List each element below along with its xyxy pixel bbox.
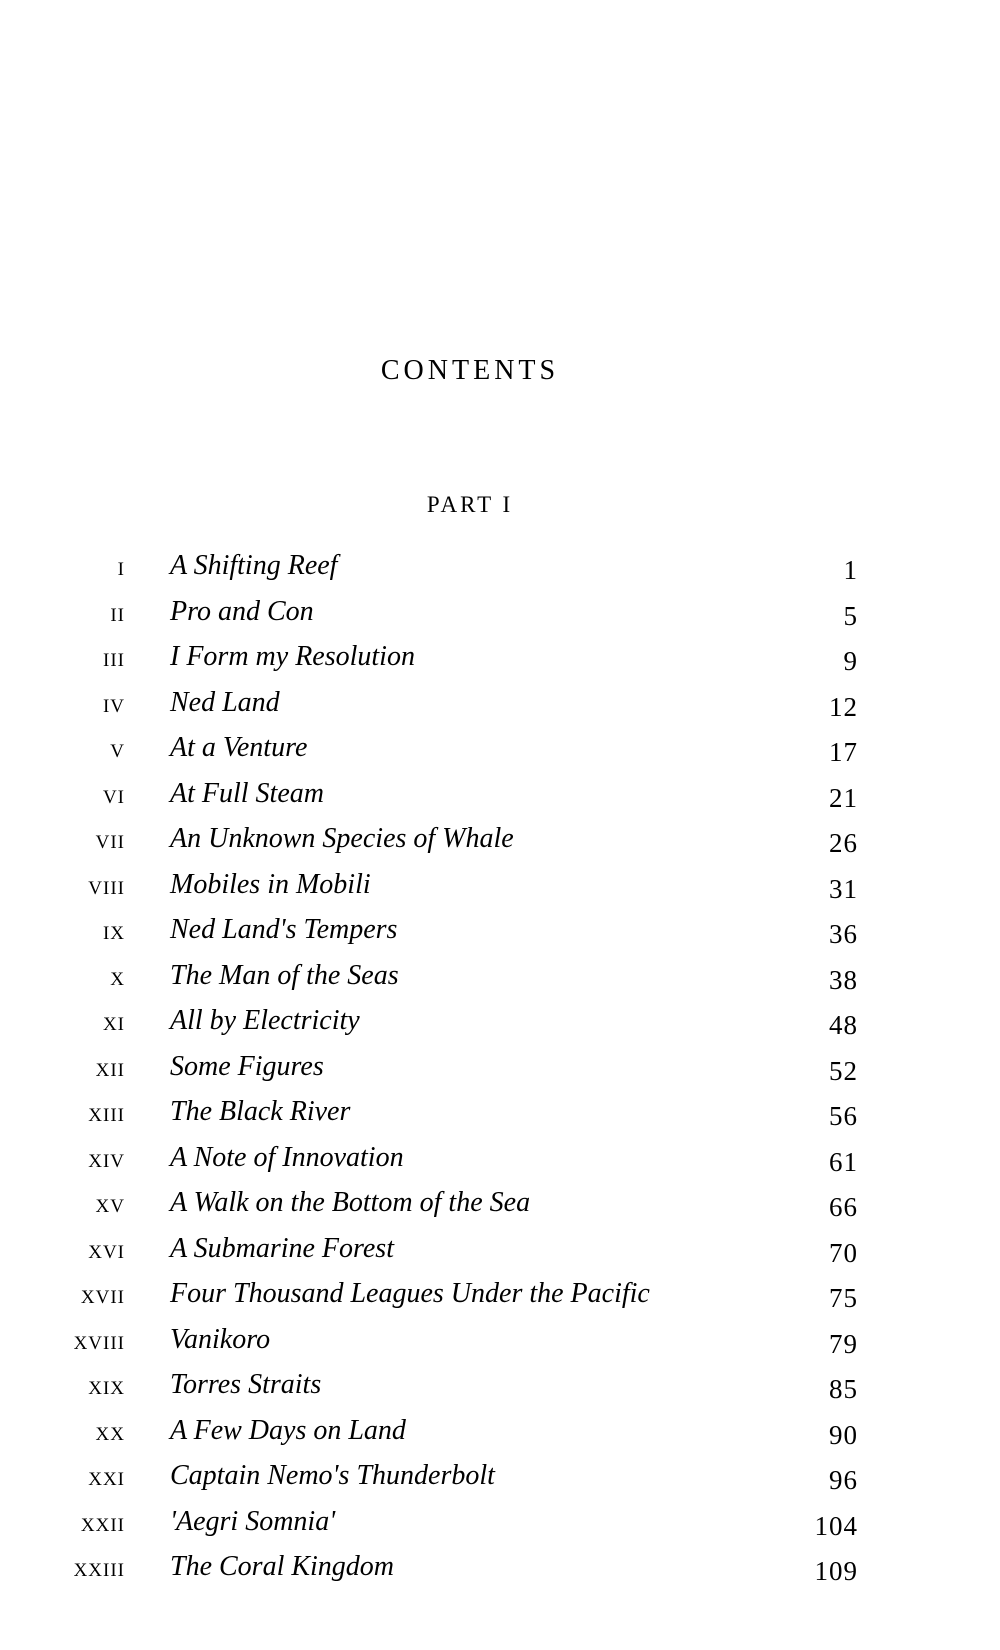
chapter-title: Four Thousand Leagues Under the Pacific: [170, 1278, 650, 1309]
page-number: 85: [829, 1374, 858, 1404]
chapter-title: The Coral Kingdom: [170, 1551, 395, 1582]
toc-entry: [0, 915, 1000, 961]
chapter-title: Captain Nemo's Thunderbolt: [170, 1460, 495, 1491]
chapter-title: Mobiles in Mobili: [170, 868, 371, 900]
toc-entry: [0, 551, 1000, 597]
page-number: 66: [829, 1192, 858, 1222]
chapter-title: At Full Steam: [170, 777, 324, 809]
chapter-title: At a Venture: [170, 732, 308, 763]
chapter-numeral: III: [103, 650, 125, 671]
chapter-numeral: XVIII: [73, 1332, 125, 1354]
chapter-title: Ned Land: [170, 686, 280, 718]
page-number: 38: [829, 964, 858, 995]
page-number: 90: [829, 1419, 858, 1450]
chapter-numeral: XVII: [80, 1287, 125, 1308]
chapter-numeral: II: [110, 604, 125, 626]
page-number: 26: [829, 828, 858, 858]
chapter-numeral: XXIII: [73, 1560, 125, 1581]
page-number: 21: [829, 782, 858, 813]
page-number: 109: [814, 1556, 858, 1586]
page-number: 52: [829, 1055, 858, 1086]
page-number: 31: [829, 873, 858, 904]
toc-entry: [0, 1006, 1000, 1052]
chapter-title: The Man of the Seas: [170, 959, 399, 991]
chapter-title: Torres Straits: [170, 1369, 322, 1400]
chapter-title: A Shifting Reef: [170, 550, 338, 581]
chapter-numeral: VIII: [88, 877, 125, 899]
toc-entry: [0, 1052, 1000, 1098]
chapter-numeral: XXII: [80, 1514, 125, 1536]
toc-entry: [0, 1325, 1000, 1371]
page-number: 36: [829, 919, 858, 949]
chapter-numeral: IV: [102, 695, 125, 717]
page-number: 61: [829, 1146, 858, 1177]
toc-entry: [0, 961, 1000, 1007]
toc-entry: [0, 1461, 1000, 1507]
chapter-title: I Form my Resolution: [170, 641, 415, 672]
toc-entry: [0, 1143, 1000, 1189]
chapter-numeral: XIV: [88, 1150, 125, 1172]
page-number: 70: [829, 1237, 858, 1268]
chapter-title: Pro and Con: [170, 595, 314, 627]
chapter-numeral: X: [110, 968, 125, 990]
toc-entry: [0, 1234, 1000, 1280]
toc-entry: [0, 1416, 1000, 1462]
chapter-title: Some Figures: [170, 1050, 324, 1082]
chapter-numeral: XII: [95, 1059, 125, 1081]
chapter-numeral: I: [117, 559, 125, 580]
page-number: 96: [829, 1465, 858, 1495]
toc-entry: [0, 642, 1000, 688]
page-number: 104: [814, 1510, 858, 1541]
chapter-numeral: XVI: [88, 1241, 125, 1263]
chapter-title: A Note of Innovation: [170, 1141, 404, 1173]
chapter-title: 'Aegri Somnia': [170, 1505, 336, 1537]
chapter-numeral: IX: [102, 923, 125, 944]
toc-entry: [0, 688, 1000, 734]
page-number: 1: [843, 555, 858, 585]
page-number: 56: [829, 1101, 858, 1131]
page-number: 48: [829, 1010, 858, 1040]
toc-entry: [0, 733, 1000, 779]
chapter-title: Ned Land's Tempers: [170, 914, 398, 945]
page-number: 75: [829, 1283, 858, 1313]
chapter-numeral: XIII: [88, 1105, 125, 1126]
chapter-title: An Unknown Species of Whale: [170, 823, 514, 854]
chapter-numeral: XXI: [88, 1469, 125, 1490]
toc-entry: [0, 824, 1000, 870]
toc-entry: [0, 779, 1000, 825]
toc-entry: [0, 1552, 1000, 1598]
page-number: 12: [829, 691, 858, 722]
chapter-numeral: XV: [95, 1196, 125, 1217]
page-number: 17: [829, 737, 858, 767]
chapter-numeral: XX: [95, 1423, 125, 1445]
chapter-numeral: VI: [102, 786, 125, 808]
chapter-numeral: XI: [102, 1014, 125, 1035]
toc-entry: [0, 1097, 1000, 1143]
page-title: CONTENTS: [380, 355, 560, 386]
toc-entry: [0, 1279, 1000, 1325]
page-number: 5: [843, 600, 858, 631]
toc-entry: [0, 597, 1000, 643]
chapter-title: Vanikoro: [170, 1323, 271, 1355]
chapter-numeral: XIX: [88, 1378, 125, 1399]
toc-entry: [0, 1370, 1000, 1416]
chapter-title: A Walk on the Bottom of the Sea: [170, 1187, 531, 1218]
chapter-title: A Submarine Forest: [170, 1232, 394, 1264]
page-number: 79: [829, 1328, 858, 1359]
toc-entry: [0, 1188, 1000, 1234]
chapter-title: The Black River: [170, 1096, 351, 1127]
chapter-title: A Few Days on Land: [170, 1414, 406, 1446]
toc-entry: [0, 870, 1000, 916]
chapter-numeral: V: [110, 741, 125, 762]
page-number: 9: [843, 646, 858, 676]
table-of-contents: [0, 551, 1000, 1598]
chapter-title: All by Electricity: [170, 1005, 360, 1036]
chapter-numeral: VII: [95, 832, 125, 853]
part-heading: PART I: [426, 492, 514, 517]
toc-entry: [0, 1507, 1000, 1553]
